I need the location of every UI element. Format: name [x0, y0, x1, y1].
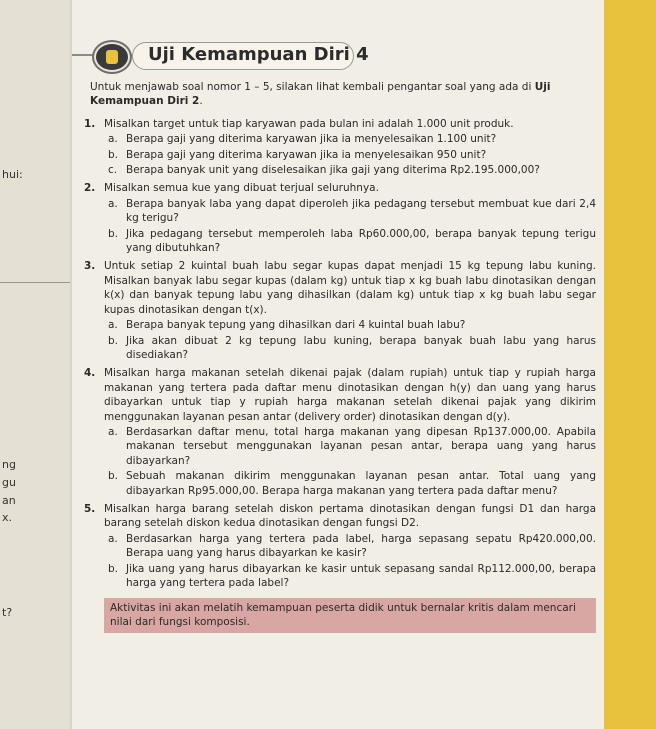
- adjacent-page-edge: [0, 0, 70, 729]
- page-edge-strip: [604, 0, 656, 729]
- question-number: 2.: [84, 182, 96, 195]
- question-text: Untuk setiap 2 kuintal buah labu segar kupas dapat menjadi 15 kg tepung labu kuning. Misalkan banyak labu segar kupas (dalam kg) untuk tiap x kg buah labu dinotasikan dengan k(x) dan banyak tepung labu yang dihasilkan (dalam kg) untuk tiap x kg buah labu segar kupas dinotasikan dengan t(x).: [104, 260, 596, 316]
- sub-question: [104, 334, 596, 363]
- sub-question-letter: a.: [108, 133, 118, 146]
- sub-question-letter: a.: [108, 319, 118, 332]
- question-list: [84, 117, 596, 591]
- side-fragment: an: [2, 494, 16, 507]
- badge-icon: [94, 42, 130, 72]
- sub-question: [104, 318, 596, 332]
- activity-note: Aktivitas ini akan melatih kemampuan peserta didik untuk bernalar kritis dalam mencari nilai dari fungsi komposisi.: [104, 598, 596, 633]
- sub-question-letter: b.: [108, 562, 119, 575]
- question-text: Misalkan target untuk tiap karyawan pada bulan ini adalah 1.000 unit produk.: [104, 117, 514, 130]
- divider: [0, 282, 70, 283]
- question-text: Misalkan harga makanan setelah dikenai pajak (dalam rupiah) untuk tiap y rupiah harga makanan yang tertera pada daftar menu dinotasikan dengan h(y) dan uang yang harus dibayarkan untuk tiap y rupiah harga makanan setelah dikenai pajak yang dikirim menggunakan layanan pesan antar (delivery order) dinotasikan dengan d(y).: [104, 367, 596, 423]
- question-number: 1.: [84, 117, 96, 130]
- question-text: Misalkan harga barang setelah diskon pertama dinotasikan dengan fungsi D1 dan harga barang setelah diskon kedua dinotasikan dengan fungsi D2.: [104, 502, 596, 530]
- sub-question-text: Berapa gaji yang diterima karyawan jika ia menyelesaikan 950 unit?: [126, 148, 487, 161]
- question-1: [84, 117, 596, 178]
- sub-question-text: Jika uang yang harus dibayarkan ke kasir untuk sepasang sandal Rp112.000,00, berapa harga yang tertera pada label?: [126, 562, 596, 589]
- sub-question-text: Sebuah makanan dikirim menggunakan layanan pesan antar. Total uang yang dibayarkan Rp95.000,00. Berapa harga makanan yang tertera pada daftar menu?: [126, 470, 596, 497]
- book-page: [72, 0, 604, 729]
- sub-question-letter: b.: [108, 334, 119, 347]
- sub-question-letter: c.: [108, 164, 118, 177]
- exercise-content: [84, 80, 596, 633]
- side-fragment: hui:: [2, 168, 23, 181]
- sub-question-text: Berapa gaji yang diterima karyawan jika ia menyelesaikan 1.100 unit?: [126, 133, 497, 146]
- sub-question: [104, 562, 596, 591]
- sub-question-letter: b.: [108, 470, 119, 483]
- side-fragment: ng: [2, 458, 16, 471]
- question-number: 4.: [84, 367, 96, 380]
- sub-question: [104, 197, 596, 226]
- sub-question: [104, 469, 596, 498]
- side-fragment: gu: [2, 476, 16, 489]
- question-text: Misalkan semua kue yang dibuat terjual seluruhnya.: [104, 182, 379, 195]
- sub-question: [104, 227, 596, 256]
- sub-question-letter: a.: [108, 425, 118, 438]
- sub-question-text: Berapa banyak laba yang dapat diperoleh jika pedagang tersebut membuat kue dari 2,4 kg terigu?: [126, 197, 596, 225]
- sub-question: [104, 425, 596, 468]
- sub-question-letter: a.: [108, 532, 118, 545]
- question-5: [84, 502, 596, 590]
- question-4: [84, 366, 596, 498]
- sub-question-letter: b.: [108, 227, 119, 240]
- question-3: [84, 259, 596, 362]
- question-number: 3.: [84, 260, 96, 273]
- question-2: [84, 181, 596, 255]
- sub-question-text: Berapa banyak unit yang diselesaikan jika gaji yang diterima Rp2.195.000,00?: [126, 164, 540, 177]
- sub-question-text: Berapa banyak tepung yang dihasilkan dari 4 kuintal buah labu?: [126, 319, 466, 332]
- sub-question: [104, 163, 596, 177]
- sub-question: [104, 532, 596, 561]
- side-fragment: t?: [2, 606, 13, 619]
- sub-question-text: Jika pedagang tersebut memperoleh laba Rp60.000,00, berapa banyak tepung terigu yang dibutuhkan?: [126, 227, 596, 255]
- sub-question-text: Berdasarkan harga yang tertera pada label, harga sepasang sepatu Rp420.000,00. Berapa uang yang harus dibayarkan ke kasir?: [126, 532, 596, 560]
- intro-text: Untuk menjawab soal nomor 1 – 5, silakan lihat kembali pengantar soal yang ada di Uji Kemampuan Diri 2.: [90, 81, 551, 108]
- sub-question: [104, 148, 596, 162]
- page-title: Uji Kemampuan Diri 4: [148, 44, 369, 65]
- sub-question: [104, 132, 596, 146]
- intro-reference: Uji Kemampuan Diri 2: [90, 81, 551, 108]
- sub-question-letter: b.: [108, 148, 119, 161]
- sub-question-text: Berdasarkan daftar menu, total harga makanan yang dipesan Rp137.000,00. Apabila makanan tersebut menggunakan layanan pesan antar, berapa uang yang harus dibayarkan?: [126, 425, 596, 467]
- sub-question-text: Jika akan dibuat 2 kg tepung labu kuning, berapa banyak buah labu yang harus disediakan?: [126, 334, 596, 361]
- question-number: 5.: [84, 502, 96, 515]
- section-header: [72, 38, 372, 72]
- sub-question-letter: a.: [108, 197, 118, 210]
- side-fragment: x.: [2, 511, 13, 524]
